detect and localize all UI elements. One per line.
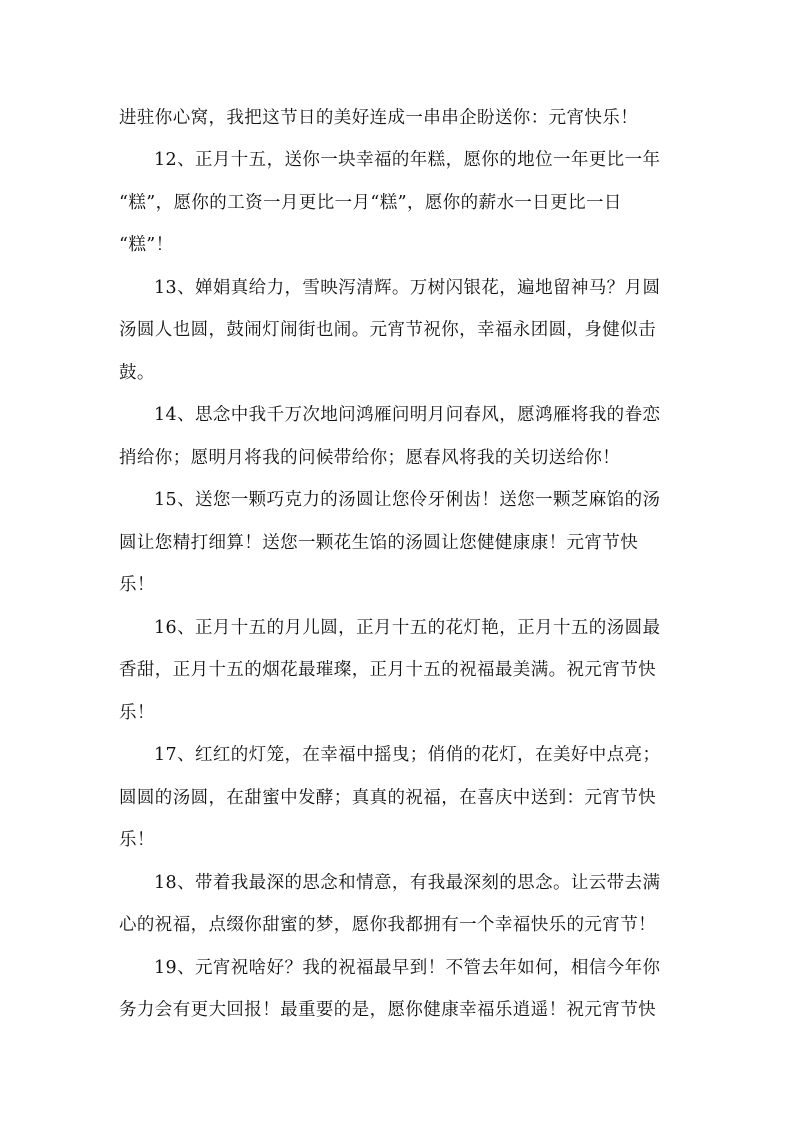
text-line: 圆让您精打细算！送您一颗花生馅的汤圆让您健健康康！元宵节快 bbox=[119, 533, 639, 553]
text-line: 12、正月十五，送你一块幸福的年糕，愿你的地位一年更比一年 bbox=[154, 150, 661, 170]
text-line: 香甜，正月十五的烟花最璀璨，正月十五的祝福最美满。祝元宵节快 bbox=[119, 660, 656, 680]
text-line: 圆圆的汤圆，在甜蜜中发酵；真真的祝福，在喜庆中送到：元宵节快 bbox=[119, 788, 656, 808]
text-line: 13、婵娟真给力，雪映泻清辉。万树闪银花，遍地留神马？月圆 bbox=[154, 278, 661, 298]
text-line: “糕”！ bbox=[119, 235, 174, 255]
text-line: 17、红红的灯笼，在幸福中摇曳；俏俏的花灯，在美好中点亮； bbox=[154, 745, 661, 765]
text-line: 19、元宵祝啥好？我的祝福最早到！不管去年如何，相信今年你 bbox=[154, 958, 661, 978]
text-line: 鼓。 bbox=[119, 363, 155, 383]
text-line: 心的祝福，点缀你甜蜜的梦，愿你我都拥有一个幸福快乐的元宵节！ bbox=[119, 915, 656, 935]
text-line: 14、思念中我千万次地问鸿雁问明月问春风，愿鸿雁将我的眷恋 bbox=[154, 405, 661, 425]
text-line: 16、正月十五的月儿圆，正月十五的花灯艳，正月十五的汤圆最 bbox=[154, 618, 661, 638]
text-line: 进驻你心窝，我把这节日的美好连成一串串企盼送你：元宵快乐！ bbox=[119, 108, 639, 128]
text-line: 汤圆人也圆，鼓闹灯闹街也闹。元宵节祝你，幸福永团圆，身健似击 bbox=[119, 320, 656, 340]
text-line: 乐！ bbox=[119, 830, 155, 850]
text-line: 15、送您一颗巧克力的汤圆让您伶牙俐齿！送您一颗芝麻馅的汤 bbox=[154, 490, 661, 510]
text-line: 18、带着我最深的思念和情意，有我最深刻的思念。让云带去满 bbox=[154, 873, 661, 893]
text-line: 务力会有更大回报！最重要的是，愿你健康幸福乐逍遥！祝元宵节快 bbox=[119, 1000, 656, 1020]
text-line: 乐！ bbox=[119, 575, 155, 595]
text-line: “糕”，愿你的工资一月更比一月“糕”，愿你的薪水一日更比一日 bbox=[119, 193, 622, 213]
text-line: 乐！ bbox=[119, 703, 155, 723]
text-line: 捎给你；愿明月将我的问候带给你；愿春风将我的关切送给你！ bbox=[119, 448, 621, 468]
